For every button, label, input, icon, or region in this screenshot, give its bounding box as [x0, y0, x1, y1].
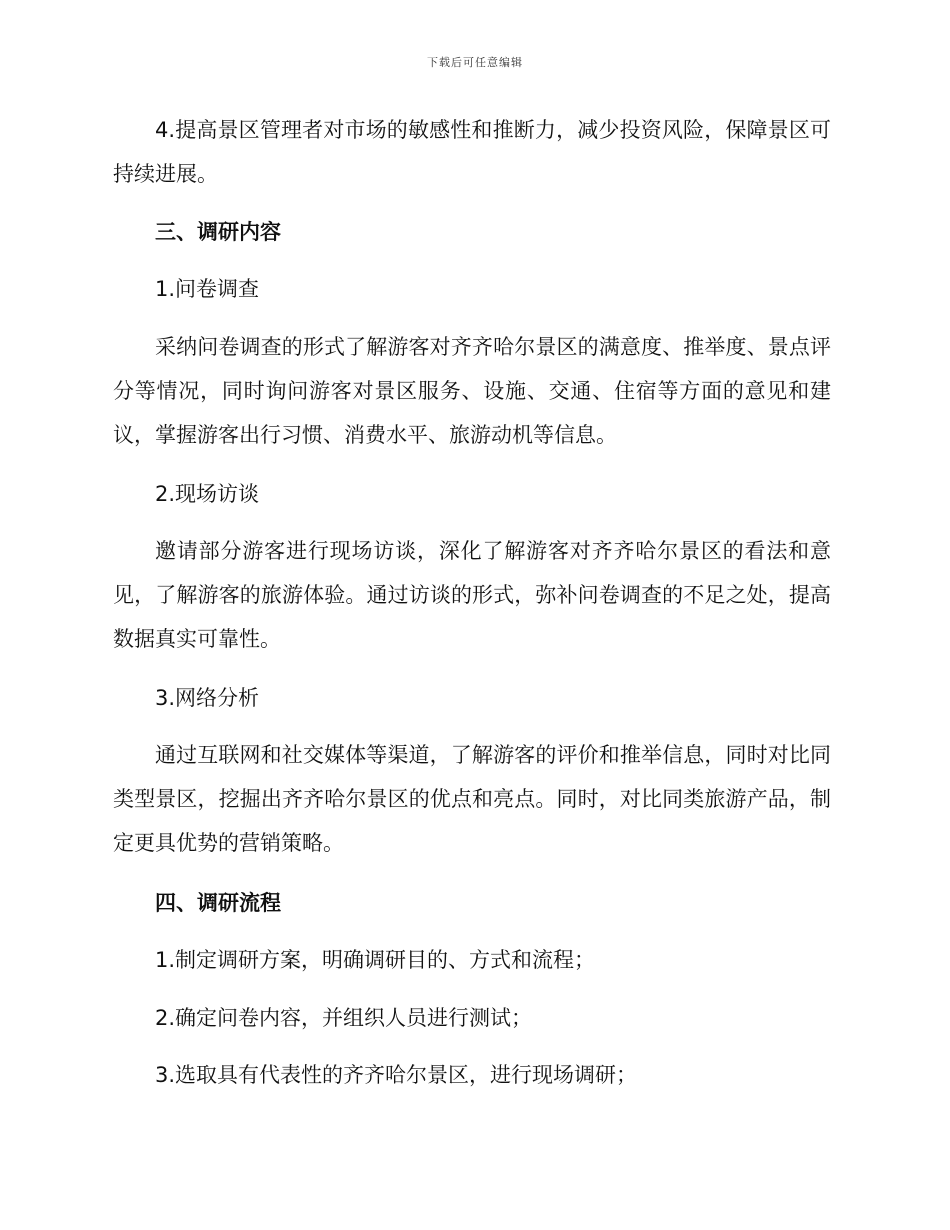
process-step-1: 1.制定调研方案，明确调研目的、方式和流程； [155, 948, 596, 972]
subheading-interview: 2.现场访谈 [155, 482, 260, 506]
process-step-2: 2.确定问卷内容，并组织人员进行测试； [155, 1006, 533, 1030]
subheading-network-analysis: 3.网络分析 [155, 686, 260, 710]
section-heading-research-process: 四、调研流程 [155, 891, 281, 915]
paragraph-network-analysis: 通过互联网和社交媒体等渠道，了解游客的评价和推举信息，同时对比同类型景区，挖掘出齐齐哈尔景区的优点和亮点。同时，对比同类旅游产品，制定更具优势的营销策略。 [113, 743, 831, 855]
subheading-questionnaire: 1.问卷调查 [155, 277, 260, 301]
paragraph-interview: 邀请部分游客进行现场访谈，深化了解游客对齐齐哈尔景区的看法和意见，了解游客的旅游体验。通过访谈的形式，弥补问卷调查的不足之处，提高数据真实可靠性。 [113, 539, 831, 651]
process-step-3: 3.选取具有代表性的齐齐哈尔景区，进行现场调研； [155, 1063, 638, 1087]
paragraph-goal-4: 4.提高景区管理者对市场的敏感性和推断力，减少投资风险，保障景区可持续进展。 [113, 118, 831, 186]
header-note: 下载后可任意编辑 [427, 56, 523, 69]
paragraph-questionnaire: 采纳问卷调查的形式了解游客对齐齐哈尔景区的满意度、推举度、景点评分等情况，同时询问游客对景区服务、设施、交通、住宿等方面的意见和建议，掌握游客出行习惯、消费水平、旅游动机等信息。 [113, 335, 831, 447]
section-heading-research-content: 三、调研内容 [155, 220, 281, 244]
